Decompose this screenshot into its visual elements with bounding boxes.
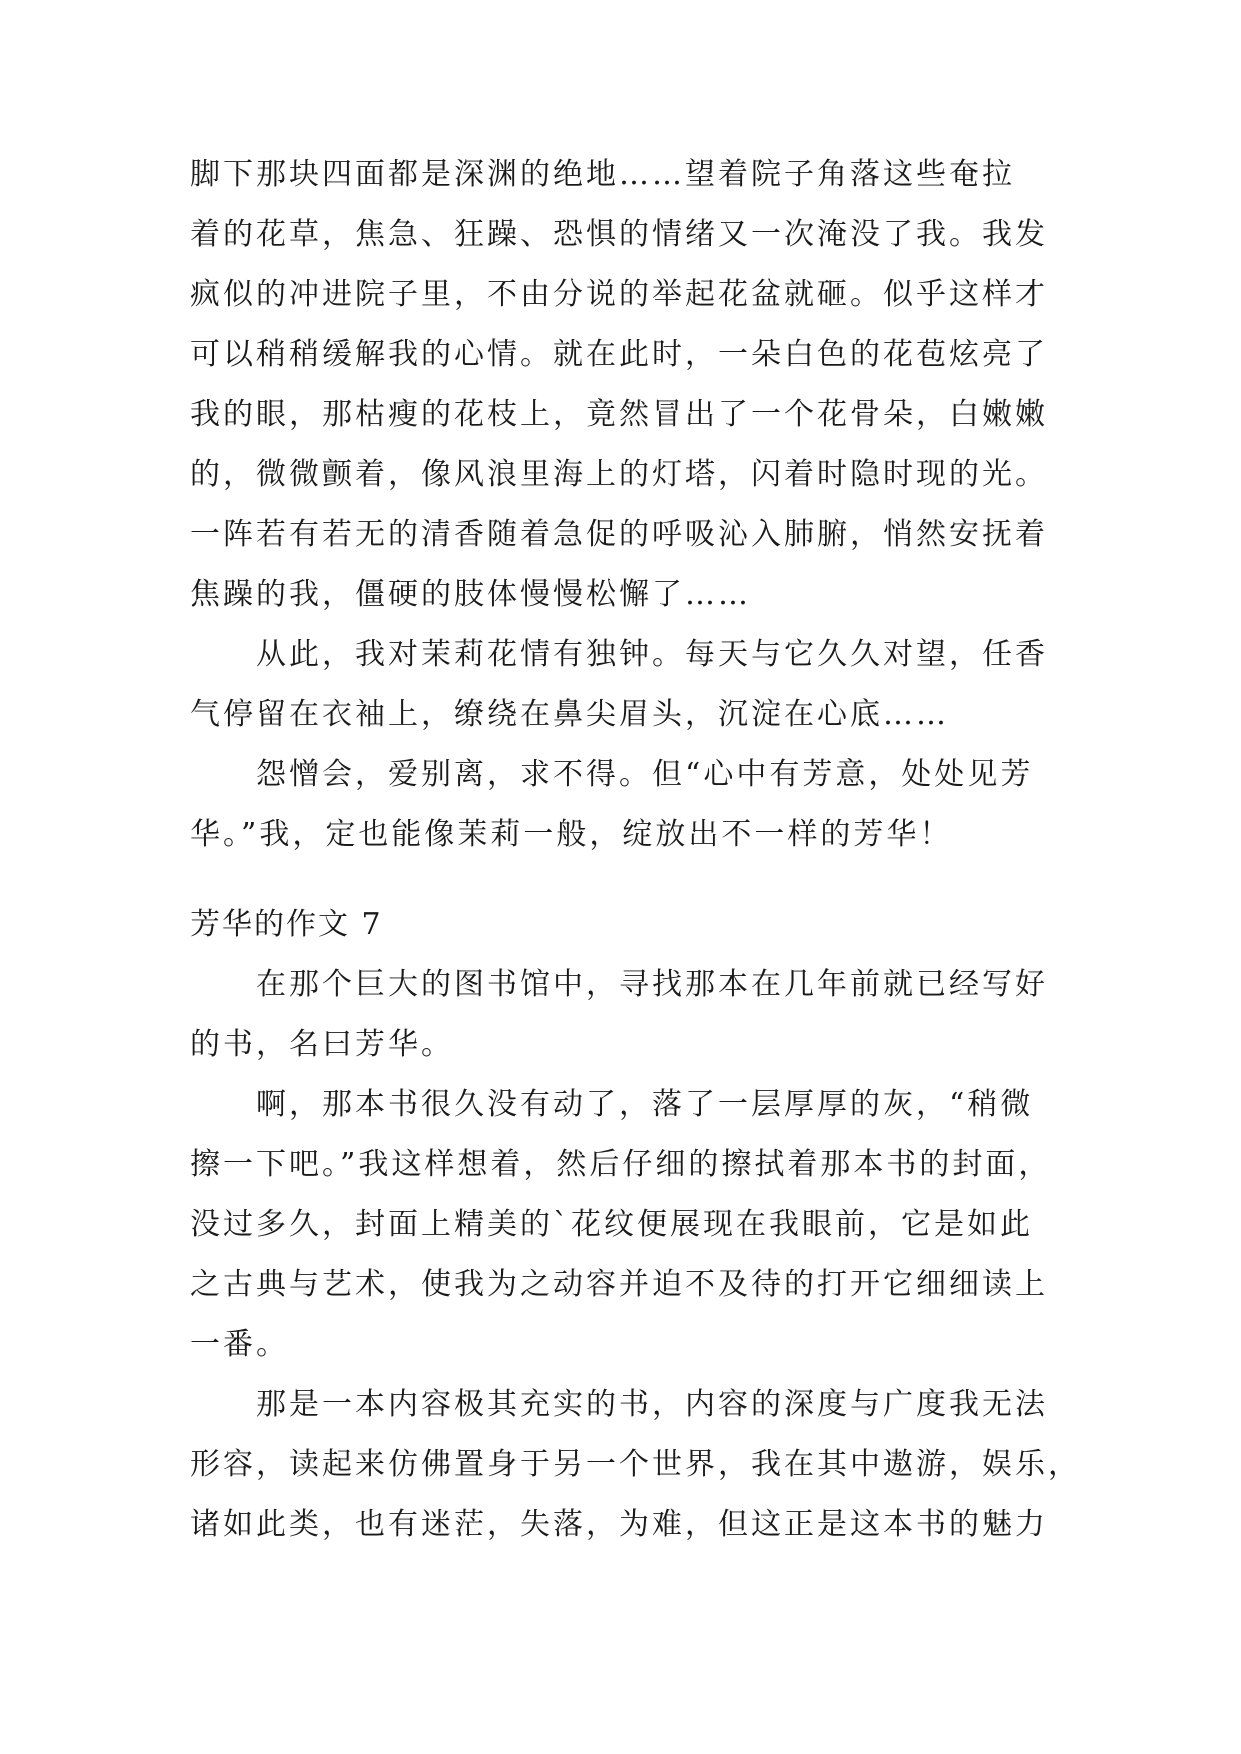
text-line: 诸如此类，也有迷茫，失落，为难，但这正是这本书的魅力	[190, 1507, 1048, 1542]
paragraph-start-line: 从此，我对茉莉花情有独钟。每天与它久久对望，任香	[256, 637, 1048, 672]
text-line: 一阵若有若无的清香随着急促的呼吸沁入肺腑，悄然安抚着	[190, 517, 1048, 552]
text-line: 形容，读起来仿佛置身于另一个世界，我在其中遨游，娱乐，	[190, 1447, 1081, 1482]
document-body	[190, 157, 1081, 1570]
text-line: 我的眼，那枯瘦的花枝上，竟然冒出了一个花骨朵，白嫩嫩	[190, 397, 1048, 432]
paragraph-start-line: 在那个巨大的图书馆中，寻找那本在几年前就已经写好	[256, 967, 1048, 1002]
text-line: 华。”我，定也能像茉莉一般，绽放出不一样的芳华！	[190, 817, 953, 852]
text-line: 一番。	[190, 1327, 289, 1362]
text-line: 没过多久，封面上精美的`花纹便展现在我眼前，它是如此	[190, 1207, 1033, 1242]
text-line: 气停留在衣袖上，缭绕在鼻尖眉头，沉淀在心底……	[190, 697, 949, 732]
section-heading: 芳华的作文 7	[190, 907, 383, 942]
text-line: 擦一下吧。”我这样想着，然后仔细的擦拭着那本书的封面，	[190, 1147, 1052, 1182]
text-line: 的书，名曰芳华。	[190, 1027, 454, 1062]
text-line: 可以稍稍缓解我的心情。就在此时，一朵白色的花苞炫亮了	[190, 337, 1048, 372]
text-line: 的，微微颤着，像风浪里海上的灯塔，闪着时隐时现的光。	[190, 457, 1048, 492]
paragraph-start-line: 怨憎会，爱别离，求不得。但“心中有芳意，处处见芳	[256, 757, 1034, 792]
text-line: 之古典与艺术，使我为之动容并迫不及待的打开它细细读上	[190, 1267, 1048, 1302]
text-line: 疯似的冲进院子里，不由分说的举起花盆就砸。似乎这样才	[190, 277, 1048, 312]
text-line: 着的花草，焦急、狂躁、恐惧的情绪又一次淹没了我。我发	[190, 217, 1048, 252]
text-line: 脚下那块四面都是深渊的绝地……望着院子角落这些奄拉	[190, 157, 1015, 192]
paragraph-start-line: 啊，那本书很久没有动了，落了一层厚厚的灰，“稍微	[256, 1087, 1034, 1122]
paragraph-start-line: 那是一本内容极其充实的书，内容的深度与广度我无法	[256, 1387, 1048, 1422]
text-line: 焦躁的我，僵硬的肢体慢慢松懈了……	[190, 577, 751, 612]
